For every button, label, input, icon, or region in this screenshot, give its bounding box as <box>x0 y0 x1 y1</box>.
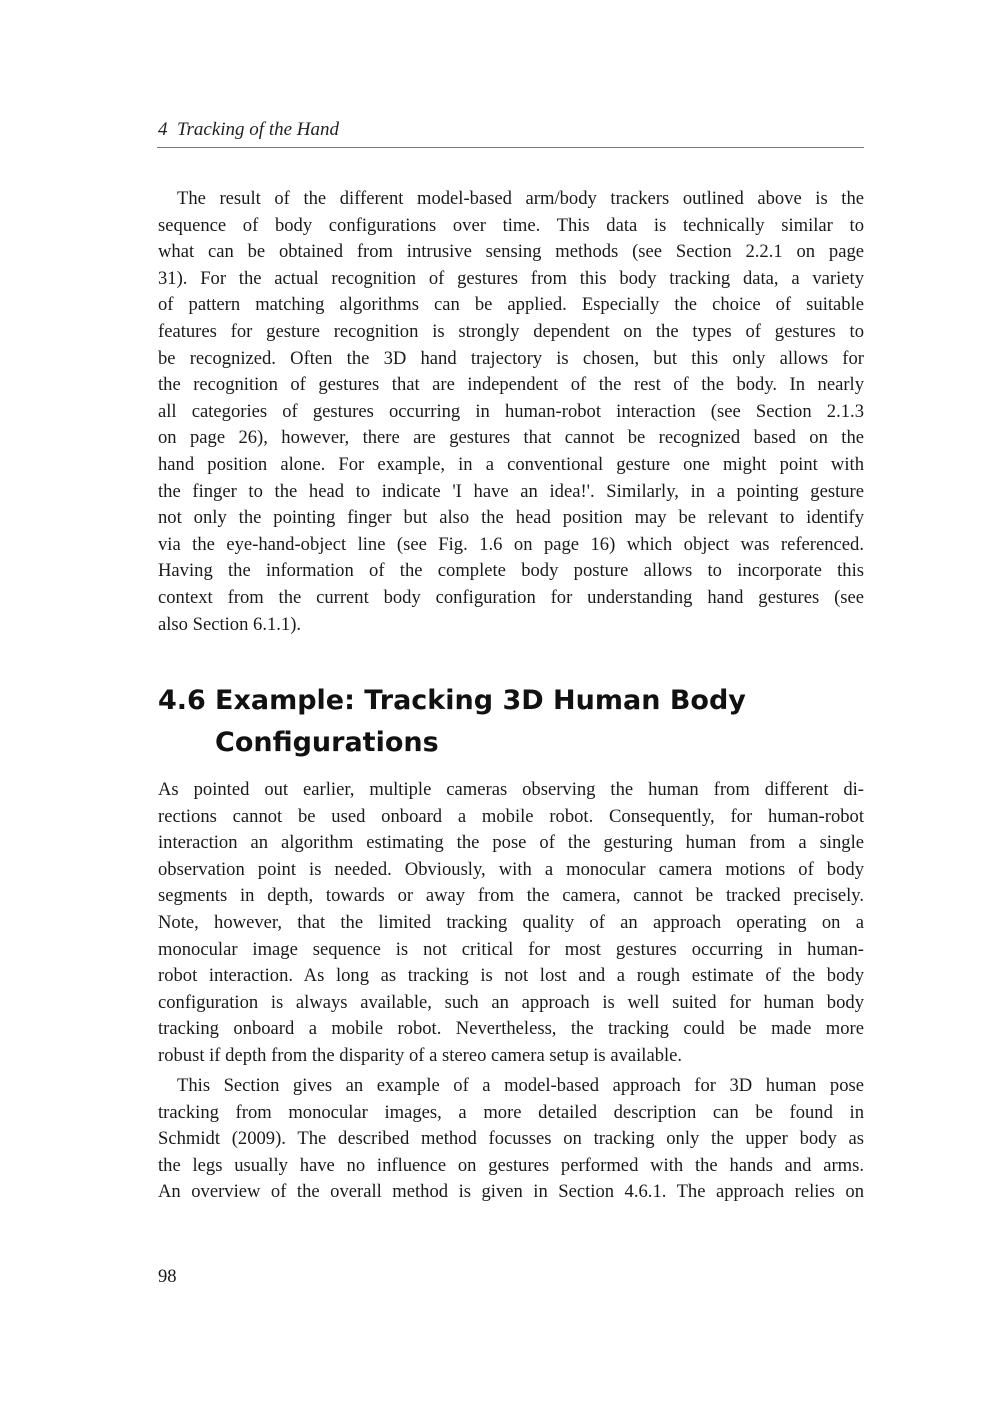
text-line: tracking onboard a mobile robot. Nevertheless, the tracking could be made more <box>158 1018 864 1040</box>
page-number: 98 <box>158 1266 177 1287</box>
text-line: The result of the different model-based arm/body trackers outlined above is the <box>177 188 864 209</box>
text-line: on page 26), however, there are gestures that cannot be recognized based on the <box>158 427 864 449</box>
section-title-line-1: Example: Tracking 3D Human Body <box>215 685 746 716</box>
text-line: As pointed out earlier, multiple cameras observing the human from different di- <box>158 779 864 800</box>
text-line: via the eye-hand-object line (see Fig. 1.6 on page 16) which object was referenced. <box>158 533 864 555</box>
text-line: observation point is needed. Obviously, with a monocular camera motions of body <box>158 858 864 880</box>
text-line: all categories of gestures occurring in human-robot interaction (see Section 2.1.3 <box>158 400 864 422</box>
text-line: Having the information of the complete body posture allows to incorporate this <box>158 560 864 582</box>
text-line: robust if depth from the disparity of a stereo camera setup is available. <box>158 1044 683 1066</box>
text-line: the legs usually have no influence on gestures performed with the hands and arms. <box>158 1154 864 1176</box>
text-line: robot interaction. As long as tracking is not lost and a rough estimate of the body <box>158 965 864 987</box>
text-line: Schmidt (2009). The described method focusses on tracking only the upper body as <box>158 1128 864 1150</box>
text-line: This Section gives an example of a model-based approach for 3D human pose <box>177 1075 864 1096</box>
text-line: what can be obtained from intrusive sensing methods (see Section 2.2.1 on page <box>158 241 864 263</box>
paragraph-3 <box>158 1073 864 1206</box>
text-line: hand position alone. For example, in a conventional gesture one might point with <box>158 453 864 475</box>
section-title-line-2: Configurations <box>215 727 439 758</box>
text-line: segments in depth, towards or away from the camera, cannot be tracked precisely. <box>158 885 864 907</box>
text-line: not only the pointing finger but also the head position may be relevant to identify <box>158 507 864 529</box>
text-line: An overview of the overall method is given in Section 4.6.1. The approach relies on <box>158 1181 864 1203</box>
text-line: of pattern matching algorithms can be applied. Especially the choice of suitable <box>158 294 864 316</box>
running-head-chapter-title: Tracking of the Hand <box>177 119 340 140</box>
text-line: 31). For the actual recognition of gestures from this body tracking data, a variety <box>158 267 864 289</box>
text-line: the recognition of gestures that are independent of the rest of the body. In nearly <box>158 374 864 396</box>
section-number: 4.6 <box>158 685 206 716</box>
text-line: rections cannot be used onboard a mobile robot. Consequently, for human-robot <box>158 805 864 827</box>
text-line: tracking from monocular images, a more detailed description can be found in <box>158 1101 864 1123</box>
text-line: also Section 6.1.1). <box>158 613 302 635</box>
text-line: the finger to the head to indicate 'I have an idea!'. Similarly, in a pointing gesture <box>158 480 864 502</box>
running-head <box>158 118 864 142</box>
text-line: be recognized. Often the 3D hand trajectory is chosen, but this only allows for <box>158 347 864 369</box>
paragraph-1 <box>158 186 864 638</box>
text-line: interaction an algorithm estimating the pose of the gesturing human from a single <box>158 832 864 854</box>
text-line: monocular image sequence is not critical for most gestures occurring in human- <box>158 938 864 960</box>
header-rule <box>157 147 864 148</box>
text-line: configuration is always available, such an approach is well suited for human body <box>158 991 864 1013</box>
text-line: features for gesture recognition is strongly dependent on the types of gestures to <box>158 320 864 342</box>
section-heading <box>158 680 864 764</box>
paragraph-2 <box>158 777 864 1070</box>
text-line: sequence of body configurations over time. This data is technically similar to <box>158 214 864 236</box>
running-head-chapter-number: 4 <box>158 119 168 140</box>
text-line: context from the current body configuration for understanding hand gestures (see <box>158 586 864 608</box>
text-line: Note, however, that the limited tracking quality of an approach operating on a <box>158 911 864 933</box>
